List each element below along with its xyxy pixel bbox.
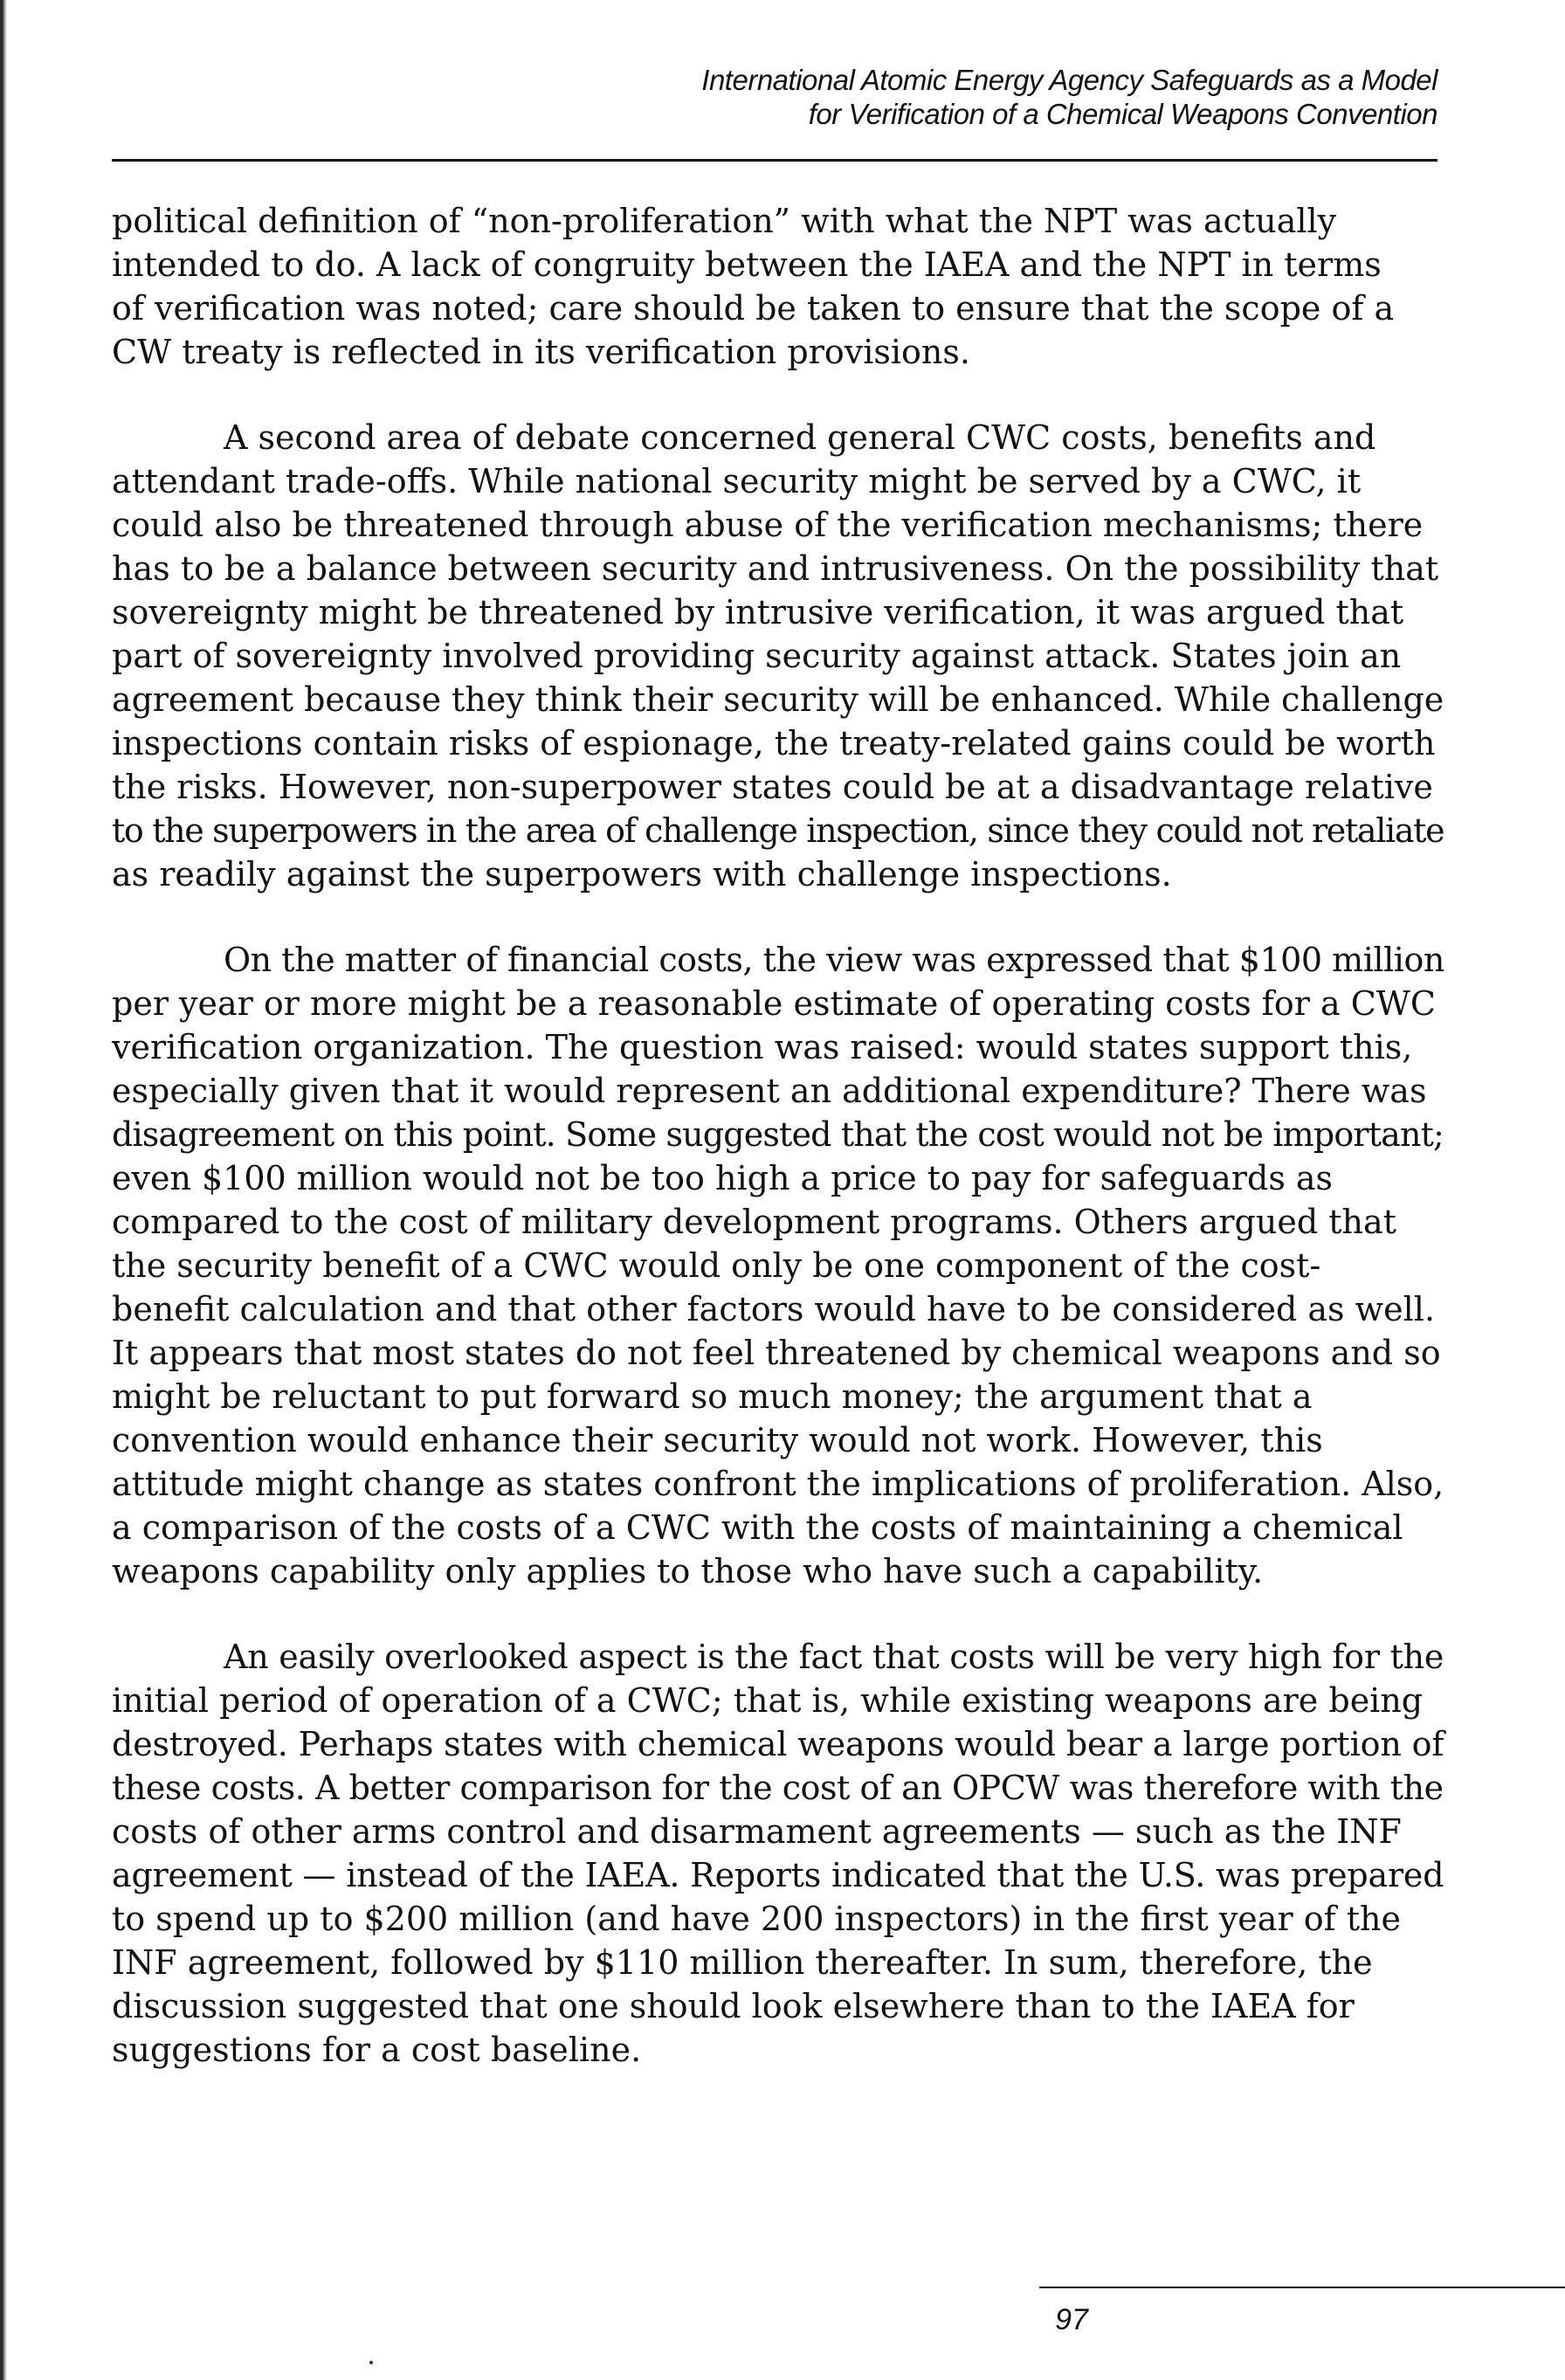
paragraph-line: of verification was noted; care should be taken to ensure that the scope of a	[112, 289, 1395, 328]
paragraph-line: intended to do. A lack of congruity between the IAEA and the NPT in terms	[112, 245, 1382, 284]
paragraph-line: agreement — instead of the IAEA. Reports indicated that the U.S. was prepared	[112, 1856, 1444, 1894]
running-header	[112, 63, 1437, 131]
paragraph-line: A second area of debate concerned general CWC costs, benefits and	[224, 418, 1376, 457]
paragraph-line: INF agreement, followed by $110 million thereafter. In sum, therefore, the	[112, 1943, 1373, 1982]
paragraph-line: could also be threatened through abuse of the verification mechanisms; there	[112, 506, 1424, 544]
running-header-line-2: for Verification of a Chemical Weapons Convention	[808, 98, 1437, 130]
paragraph-line: to spend up to $200 million (and have 200 inspectors) in the first year of the	[112, 1900, 1401, 1938]
paragraph-line: as readily against the superpowers with challenge inspections.	[112, 855, 1172, 893]
paragraph-line: compared to the cost of military development programs. Others argued that	[112, 1203, 1396, 1241]
paragraph-line: to the superpowers in the area of challenge inspection, since they could not retaliate	[112, 811, 1444, 850]
running-header-line-1: International Atomic Energy Agency Safeguards as a Model	[701, 64, 1437, 96]
page-number: 97	[1055, 2303, 1088, 2336]
paragraph-line: these costs. A better comparison for the cost of an OPCW was therefore with the	[112, 1769, 1444, 1807]
paragraph-line: It appears that most states do not feel threatened by chemical weapons and so	[112, 1334, 1441, 1372]
paragraph-line: part of sovereignty involved providing security against attack. States join an	[112, 637, 1402, 675]
paragraph-line: initial period of operation of a CWC; that is, while existing weapons are being	[112, 1681, 1424, 1720]
paragraph-line: sovereignty might be threatened by intrusive verification, it was argued that	[112, 593, 1404, 631]
paragraph-line: attendant trade-offs. While national security might be served by a CWC, it	[112, 462, 1362, 500]
paragraph-line: weapons capability only applies to those who have such a capability.	[112, 1552, 1264, 1590]
footer-rule	[1039, 2287, 1565, 2288]
paragraph-line: per year or more might be a reasonable estimate of operating costs for a CWC	[112, 984, 1436, 1023]
paragraph-line: CW treaty is reflected in its verification provisions.	[112, 333, 970, 371]
scan-speck	[369, 2361, 373, 2364]
paragraph-line: the risks. However, non-superpower states could be at a disadvantage relative	[112, 768, 1433, 806]
paragraph-line: costs of other arms control and disarmament agreements — such as the INF	[112, 1812, 1402, 1851]
paragraph-line: benefit calculation and that other factors would have to be considered as well.	[112, 1290, 1436, 1328]
paragraph-line: the security benefit of a CWC would only be one component of the cost-	[112, 1246, 1321, 1285]
paragraph-line: political definition of “non-proliferation” with what the NPT was actually	[112, 202, 1337, 240]
paragraph-line: attitude might change as states confront the implications of proliferation. Also,	[112, 1465, 1444, 1503]
header-rule	[112, 159, 1437, 162]
paragraph-4	[112, 1635, 1444, 2072]
paragraph-line: inspections contain risks of espionage, the treaty-related gains could be worth	[112, 724, 1436, 762]
page-binding-edge	[0, 0, 7, 2380]
paragraph-line: convention would enhance their security would not work. However, this	[112, 1421, 1323, 1459]
paragraph-line: agreement because they think their security will be enhanced. While challenge	[112, 680, 1444, 719]
paragraph-line: verification organization. The question was raised: would states support this,	[112, 1028, 1413, 1066]
paragraph-line: suggestions for a cost baseline.	[112, 2031, 642, 2069]
paragraph-line: might be reluctant to put forward so much money; the argument that a	[112, 1377, 1313, 1416]
paragraph-line: has to be a balance between security and intrusiveness. On the possibility that	[112, 549, 1439, 588]
paragraph-line: An easily overlooked aspect is the fact that costs will be very high for the	[224, 1638, 1444, 1676]
paragraph-line: especially given that it would represent an additional expenditure? There was	[112, 1072, 1427, 1110]
paragraph-line: On the matter of financial costs, the view was expressed that $100 million	[224, 941, 1444, 979]
paragraph-2	[112, 416, 1444, 896]
paragraph-1	[112, 199, 1444, 374]
paragraph-line: discussion suggested that one should look elsewhere than to the IAEA for	[112, 1987, 1355, 2025]
paragraph-line: even $100 million would not be too high a price to pay for safeguards as	[112, 1159, 1334, 1197]
body-text	[112, 199, 1444, 2072]
paragraph-line: a comparison of the costs of a CWC with the costs of maintaining a chemical	[112, 1508, 1403, 1547]
paragraph-line: destroyed. Perhaps states with chemical weapons would bear a large portion of	[112, 1725, 1444, 1763]
paragraph-line: disagreement on this point. Some suggested that the cost would not be important;	[112, 1115, 1444, 1154]
paragraph-3	[112, 938, 1444, 1593]
